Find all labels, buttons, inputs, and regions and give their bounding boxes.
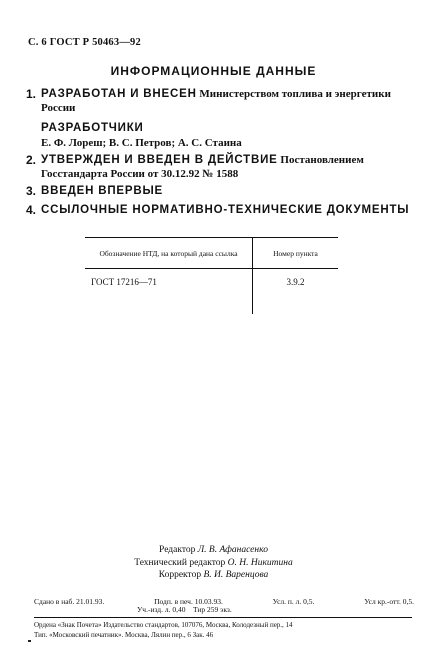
tech-editor-name: О. Н. Никитина — [227, 557, 293, 568]
editors-block — [0, 544, 427, 582]
colophon — [34, 621, 414, 640]
corrector-name: В. И. Варенцова — [203, 570, 269, 580]
item-number: 1. — [26, 87, 37, 101]
print-conv: Усл. п. л. 0,5. — [272, 597, 315, 606]
info-item-2 — [26, 153, 411, 181]
column-header: Номер пункта — [253, 238, 339, 269]
colophon-line: Ордена «Знак Почета» Издательство стандартов, 107076, Москва, Колодезный пер., 14 — [34, 621, 293, 629]
editor-line — [0, 544, 427, 557]
page-title: ИНФОРМАЦИОННЫЕ ДАННЫЕ — [110, 64, 317, 78]
table-row — [85, 269, 338, 315]
references-table — [85, 237, 338, 314]
developers-list: Е. Ф. Лореш; В. С. Петров; А. С. Стаина — [41, 137, 242, 149]
corrector-line — [0, 569, 427, 582]
print-speck — [28, 640, 31, 642]
print-conv2: Усл кр.-отт. 0,5. — [364, 597, 414, 606]
info-item-4 — [26, 203, 411, 217]
item-heading: РАЗРАБОТАН И ВНЕСЕН — [41, 88, 197, 100]
editor-label: Редактор — [159, 545, 196, 555]
table-header-row — [85, 238, 338, 269]
column-header: Обозначение НТД, на который дана ссылка — [85, 238, 253, 269]
colophon-line: Тип. «Московский печатник». Москва, Лялин пер., 6 Зак. 46 — [34, 630, 214, 639]
item-number: 3. — [26, 184, 37, 198]
item-number: 2. — [26, 153, 37, 167]
tech-editor-label: Технический редактор — [134, 557, 226, 568]
info-item-1 — [26, 87, 411, 115]
print-tir: Тир 259 экз. — [192, 605, 232, 614]
developers-heading: РАЗРАБОТЧИКИ — [41, 122, 144, 134]
print-uch: Уч.-изд. л. 0,40 — [137, 605, 186, 614]
print-given: Сдано в наб. 21.01.93. — [34, 597, 105, 606]
item-heading: ССЫЛОЧНЫЕ НОРМАТИВНО-ТЕХНИЧЕСКИЕ ДОКУМЕНТЫ — [41, 204, 410, 216]
item-heading: ВВЕДЕН ВПЕРВЫЕ — [41, 185, 163, 197]
item-text: Министерством топлива и энергетики России — [41, 88, 391, 114]
tech-editor-line — [0, 557, 427, 570]
item-text: Постановлением Госстандарта России от 30.12.92 № 1588 — [41, 154, 364, 180]
corrector-label: Корректор — [158, 570, 202, 580]
table-cell: ГОСТ 17216—71 — [85, 269, 253, 315]
table-cell: 3.9.2 — [286, 277, 305, 287]
print-signed: Подп. в печ. 10.03.93. — [154, 597, 223, 606]
item-number: 4. — [26, 203, 37, 217]
editor-name: Л. В. Афанасенко — [197, 545, 268, 555]
divider — [34, 617, 412, 618]
info-item-3 — [26, 184, 411, 198]
page-header: С. 6 ГОСТ Р 50463—92 — [28, 37, 141, 48]
item-heading: УТВЕРЖДЕН И ВВЕДЕН В ДЕЙСТВИЕ — [41, 154, 278, 166]
print-info-row-2 — [137, 605, 232, 614]
